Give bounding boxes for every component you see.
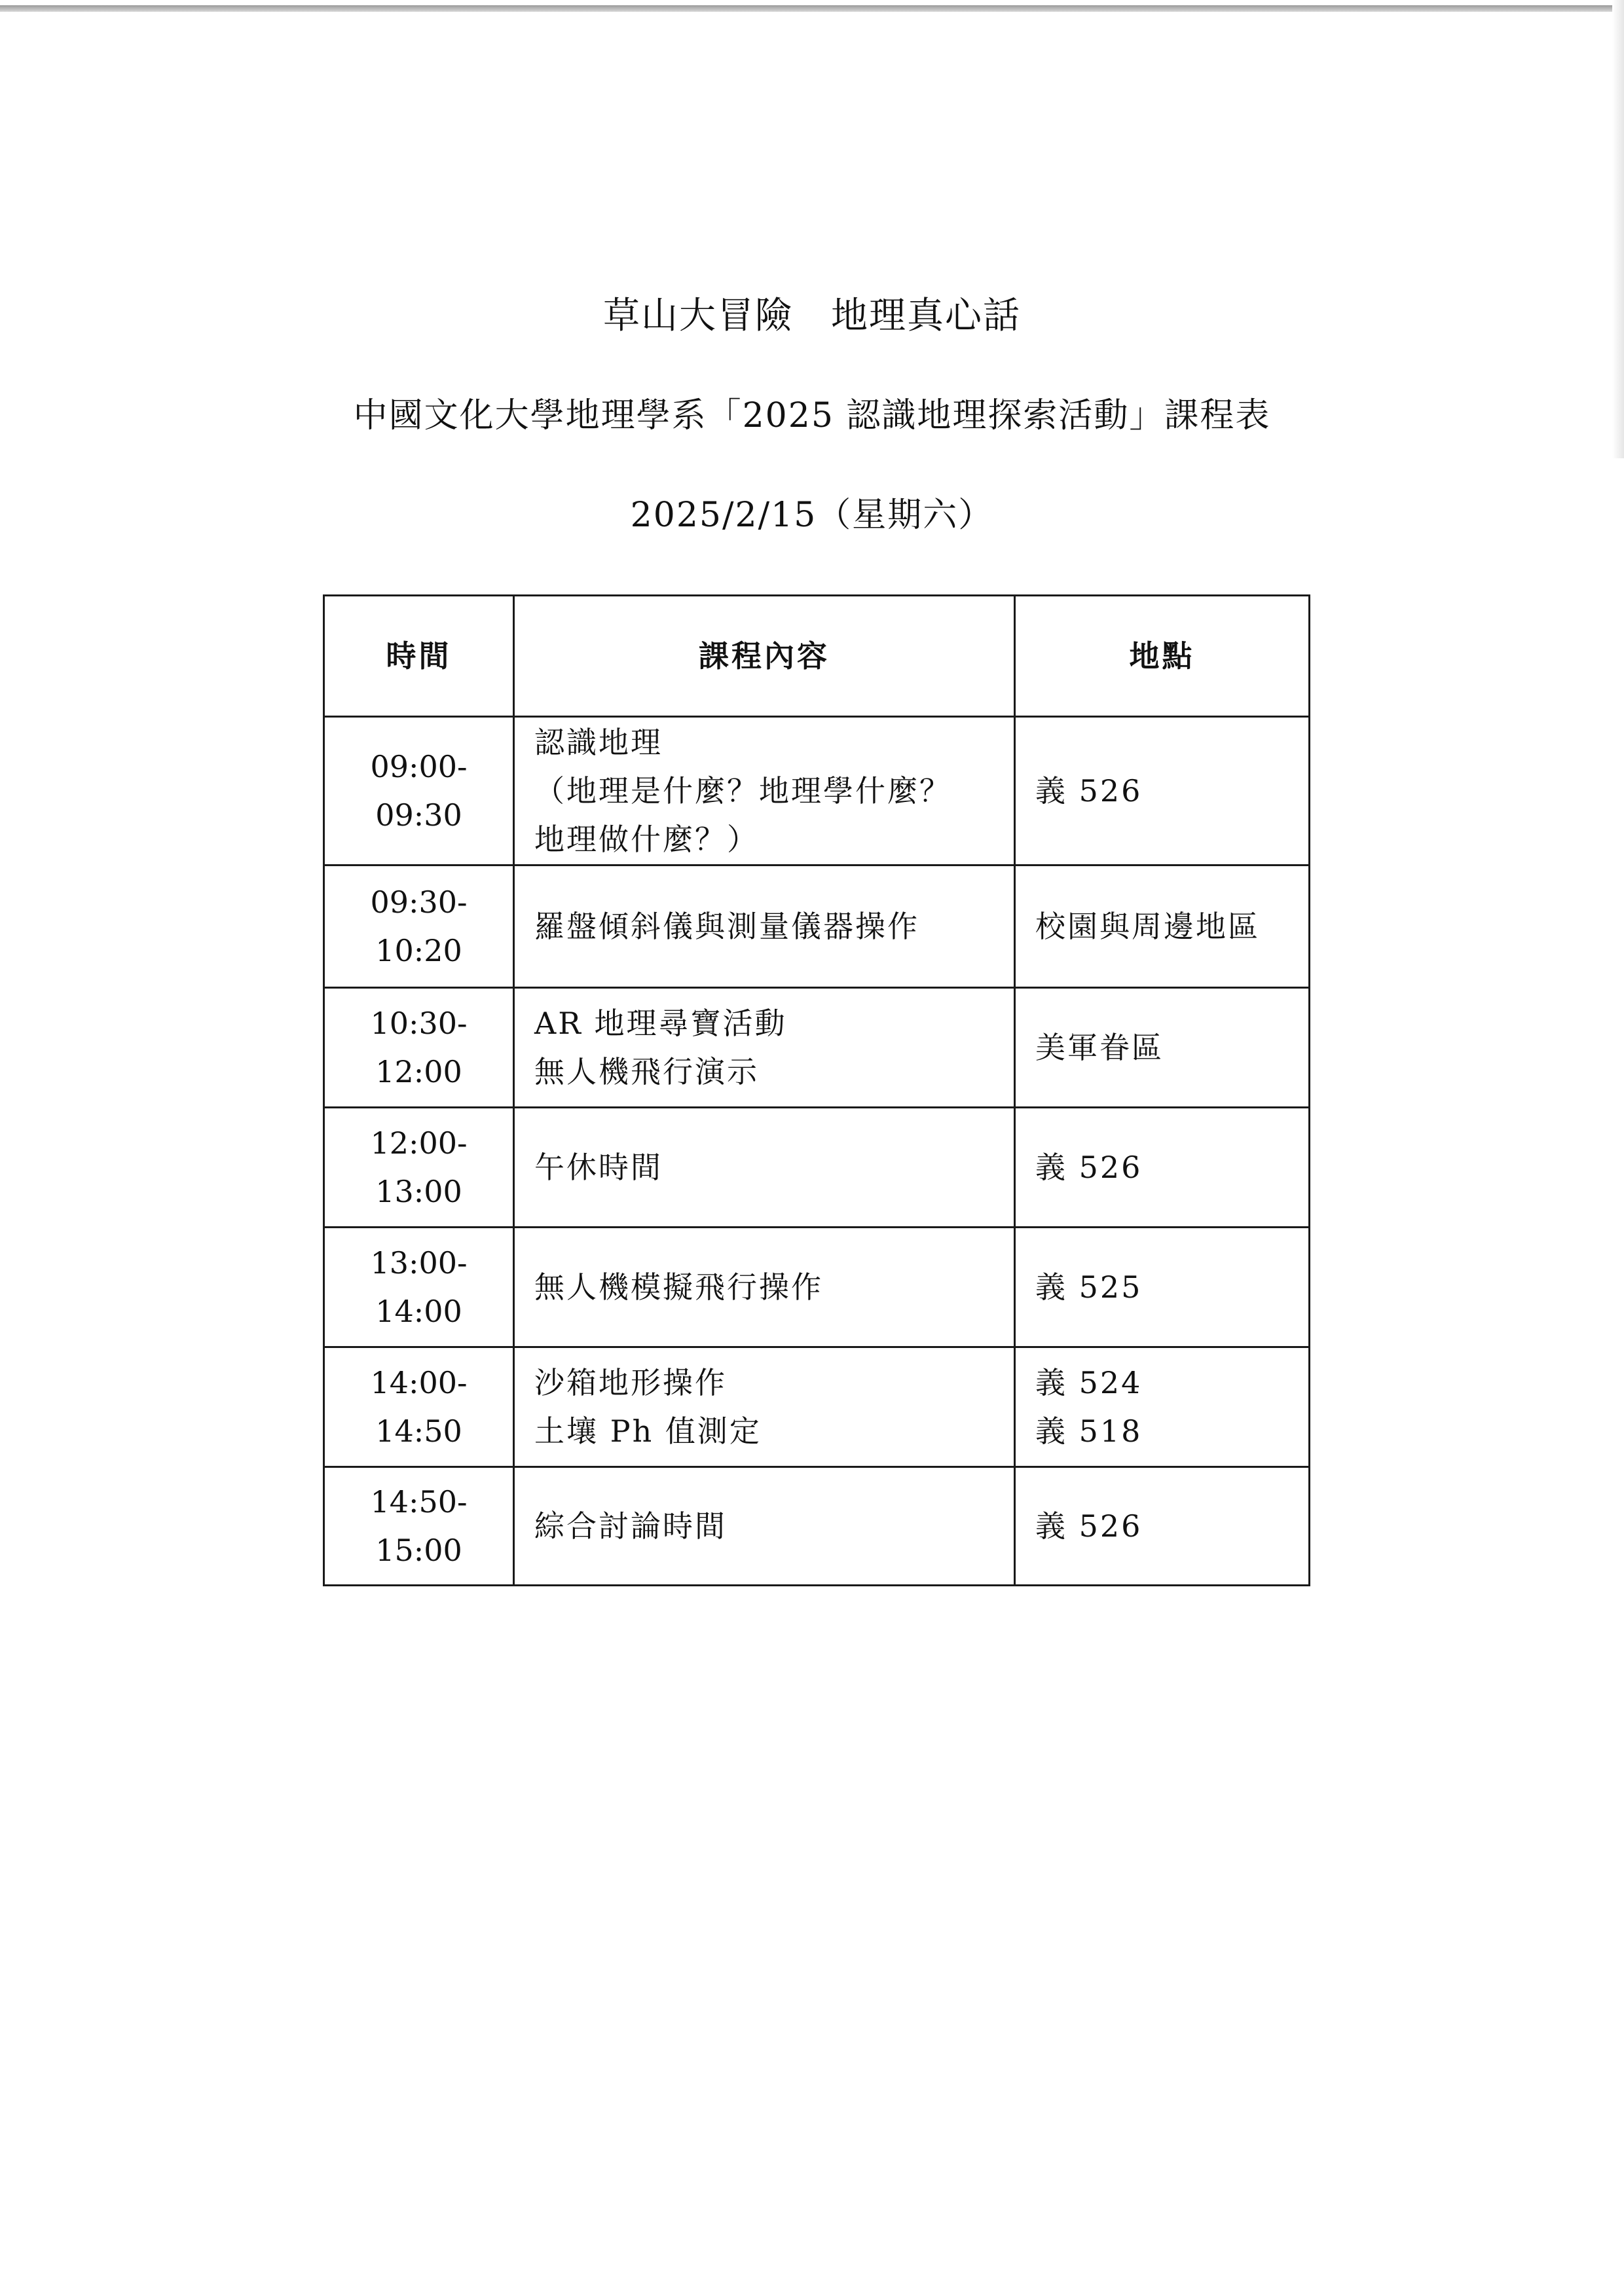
content-line: 認識地理 xyxy=(534,725,663,760)
time-cell xyxy=(324,866,514,988)
content-cell xyxy=(514,1347,1015,1467)
content-line: 土壤 Ph 值測定 xyxy=(534,1413,762,1449)
time-start: 12:00- xyxy=(370,1125,468,1161)
time-cell xyxy=(324,1228,514,1347)
time-end: 13:00 xyxy=(375,1174,462,1209)
content-cell xyxy=(514,717,1015,866)
table-row xyxy=(324,1347,1310,1467)
content-cell xyxy=(514,1108,1015,1228)
schedule-table xyxy=(323,594,1310,1586)
table-row xyxy=(324,1228,1310,1347)
time-start: 14:00- xyxy=(370,1365,468,1400)
document-title: 草山大冒險 地理真心話 xyxy=(603,295,1021,337)
time-start: 14:50- xyxy=(370,1484,468,1520)
time-cell xyxy=(324,1108,514,1228)
time-end: 10:20 xyxy=(375,933,462,968)
content-line: 無人機飛行演示 xyxy=(534,1054,759,1089)
place-cell xyxy=(1015,866,1310,988)
time-start: 13:00- xyxy=(370,1245,468,1281)
content-cell xyxy=(514,1467,1015,1586)
content-line: 午休時間 xyxy=(534,1150,663,1185)
place-line: 義 526 xyxy=(1035,773,1143,809)
place-line: 義 526 xyxy=(1035,1150,1143,1185)
content-line: 地理做什麼？） xyxy=(534,822,759,857)
header-place: 地點 xyxy=(1015,596,1310,717)
place-cell xyxy=(1015,1108,1310,1228)
content-cell xyxy=(514,988,1015,1108)
document-subtitle: 中國文化大學地理學系「2025 認識地理探索活動」課程表 xyxy=(353,396,1271,435)
time-start: 09:00- xyxy=(370,749,468,784)
place-line: 義 525 xyxy=(1035,1269,1143,1305)
place-line: 美軍眷區 xyxy=(1035,1030,1164,1065)
time-cell xyxy=(324,988,514,1108)
table-row xyxy=(324,988,1310,1108)
content-line: 羅盤傾斜儀與測量儀器操作 xyxy=(534,909,919,944)
table-row xyxy=(324,866,1310,988)
table-row xyxy=(324,717,1310,866)
time-end: 15:00 xyxy=(375,1533,462,1568)
time-start: 10:30- xyxy=(370,1006,468,1041)
time-cell xyxy=(324,717,514,866)
place-cell xyxy=(1015,1467,1310,1586)
place-cell xyxy=(1015,717,1310,866)
table-row xyxy=(324,1108,1310,1228)
place-cell xyxy=(1015,988,1310,1108)
content-line: 綜合討論時間 xyxy=(534,1508,727,1544)
content-line: 沙箱地形操作 xyxy=(534,1365,727,1400)
time-end: 14:50 xyxy=(375,1413,462,1449)
content-line: AR 地理尋寶活動 xyxy=(534,1006,787,1041)
time-end: 14:00 xyxy=(375,1294,462,1329)
place-cell xyxy=(1015,1347,1310,1467)
time-start: 09:30- xyxy=(370,884,468,920)
content-line: （地理是什麼？地理學什麼？ xyxy=(534,773,951,809)
scan-top-edge xyxy=(0,5,1624,12)
content-line: 無人機模擬飛行操作 xyxy=(534,1269,823,1305)
table-row xyxy=(324,1467,1310,1586)
place-line: 義 526 xyxy=(1035,1508,1143,1544)
place-line: 義 518 xyxy=(1035,1413,1143,1449)
table-header-row xyxy=(324,596,1310,717)
time-end: 09:30 xyxy=(375,797,462,833)
content-cell xyxy=(514,1228,1015,1347)
document-date: 2025/2/15（星期六） xyxy=(630,496,994,535)
place-line: 校園與周邊地區 xyxy=(1035,909,1260,944)
content-cell xyxy=(514,866,1015,988)
time-end: 12:00 xyxy=(375,1054,462,1089)
place-cell xyxy=(1015,1228,1310,1347)
place-line: 義 524 xyxy=(1035,1365,1143,1400)
time-cell xyxy=(324,1347,514,1467)
time-cell xyxy=(324,1467,514,1586)
header-content: 課程內容 xyxy=(514,596,1015,717)
header-time: 時間 xyxy=(324,596,514,717)
